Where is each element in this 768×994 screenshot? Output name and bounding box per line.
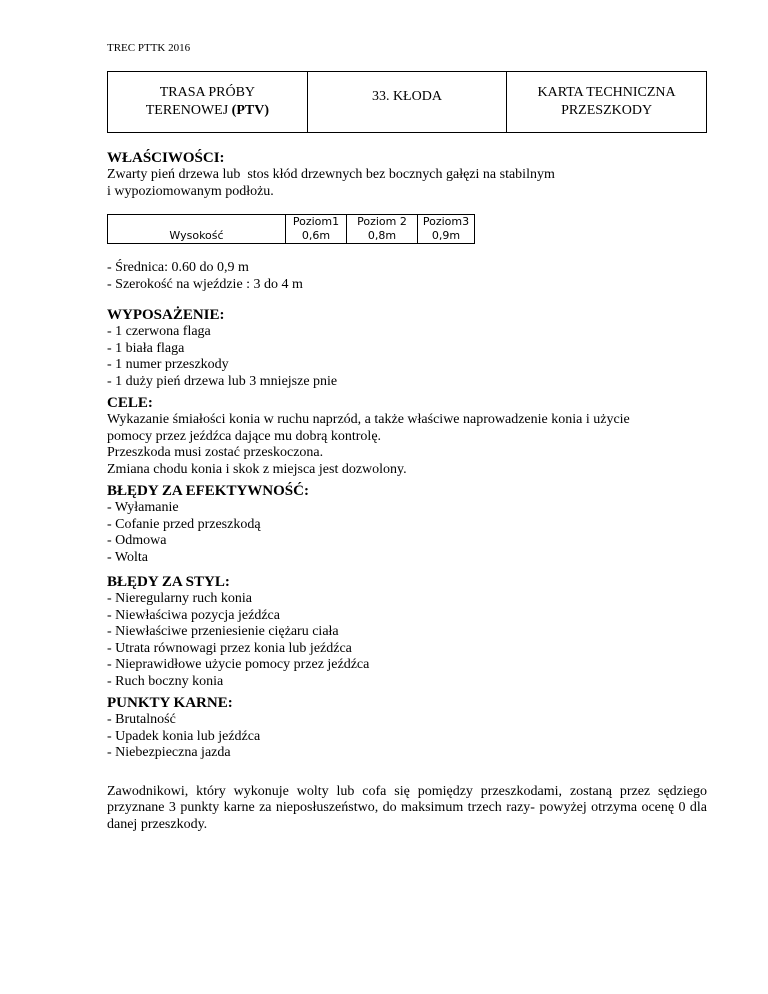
penalty-item: - Brutalność xyxy=(107,712,176,727)
trial-code: (PTV) xyxy=(231,103,269,118)
obstacle-header-table xyxy=(107,71,707,133)
style-fault-item: - Ruch boczny konia xyxy=(107,673,224,689)
section-heading-style-faults: BŁĘDY ZA STYL: xyxy=(107,574,230,590)
equipment-item: - 1 czerwona flaga xyxy=(107,324,211,339)
efficiency-fault-item: - Cofanie przed przeszkodą xyxy=(107,516,261,532)
style-fault-item: - Niewłaściwa pozycja jeźdźca xyxy=(107,607,280,623)
closing-paragraph: Zawodnikowi, który wykonuje wolty lub cofa się pomiędzy przeszkodami, zostaną przez sędziego przyznane 3 punkty karne za nieposłuszeństwo, do maksimum trzech razy- powyżej otrzyma ocenę 0 dla danej przeszkody. xyxy=(107,783,707,832)
section-heading-goals: CELE: xyxy=(107,395,153,411)
dimensions-list xyxy=(107,260,707,293)
level-header: Poziom3 xyxy=(418,215,475,230)
penalty-item: - Niebezpieczna jazda xyxy=(107,745,231,760)
goals-line: Zmiana chodu konia i skok z miejsca jest dozwolony. xyxy=(107,461,407,477)
header-note: TREC PTTK 2016 xyxy=(107,42,191,54)
properties-line: Zwarty pień drzewa lub stos kłód drzewnych bez bocznych gałęzi na stabilnym xyxy=(107,167,555,182)
trial-type-line2: TERENOWEJ (PTV) xyxy=(145,103,269,118)
section-style-faults xyxy=(107,574,707,690)
efficiency-fault-item: - Wyłamanie xyxy=(107,500,179,515)
level-value: 0,6m xyxy=(286,229,347,244)
trial-type-cell xyxy=(108,72,308,133)
dimension-item: - Szerokość na wjeździe : 3 do 4 m xyxy=(107,276,303,292)
style-fault-item: - Utrata równowagi przez konia lub jeźdźca xyxy=(107,640,352,656)
efficiency-fault-item: - Wolta xyxy=(107,549,148,565)
card-title-line2: PRZESZKODY xyxy=(561,103,653,118)
section-equipment xyxy=(107,307,707,390)
document-body xyxy=(107,150,707,833)
equipment-item: - 1 duży pień drzewa lub 3 mniejsze pnie xyxy=(107,373,338,389)
section-efficiency-faults xyxy=(107,483,707,566)
section-goals xyxy=(107,395,707,478)
obstacle-name: 33. KŁODA xyxy=(371,89,442,104)
style-fault-item: - Nieregularny ruch konia xyxy=(107,591,252,606)
equipment-item: - 1 biała flaga xyxy=(107,340,185,356)
style-fault-item: - Nieprawidłowe użycie pomocy przez jeźdźca xyxy=(107,657,370,672)
section-properties xyxy=(107,150,707,200)
efficiency-fault-item: - Odmowa xyxy=(107,533,167,548)
section-penalty-points xyxy=(107,695,707,762)
card-title-line1: KARTA TECHNICZNA xyxy=(537,85,676,100)
card-title-cell xyxy=(507,72,707,133)
level-header: Poziom 2 xyxy=(347,215,418,230)
section-heading-properties: WŁAŚCIWOŚCI: xyxy=(107,150,225,166)
style-fault-item: - Niewłaściwe przeniesienie ciężaru ciała xyxy=(107,624,339,639)
level-header: Poziom1 xyxy=(286,215,347,230)
level-value: 0,8m xyxy=(347,229,418,244)
trial-type-line1: TRASA PRÓBY xyxy=(159,85,256,100)
penalty-item: - Upadek konia lub jeźdźca xyxy=(107,728,261,744)
dimension-item: - Średnica: 0.60 do 0,9 m xyxy=(107,260,249,275)
goals-line: Wykazanie śmiałości konia w ruchu naprzód, a także właściwe naprowadzenie konia i użycie xyxy=(107,412,630,427)
section-heading-efficiency-faults: BŁĘDY ZA EFEKTYWNOŚĆ: xyxy=(107,483,309,499)
obstacle-name-cell xyxy=(307,72,506,133)
section-heading-equipment: WYPOSAŻENIE: xyxy=(107,307,225,323)
height-label: Wysokość xyxy=(108,215,286,244)
properties-line: i wypoziomowanym podłożu. xyxy=(107,183,274,199)
equipment-item: - 1 numer przeszkody xyxy=(107,357,229,372)
section-heading-penalty-points: PUNKTY KARNE: xyxy=(107,695,233,711)
height-levels-table xyxy=(107,214,475,244)
goals-line: pomocy przez jeźdźca dające mu dobrą kontrolę. xyxy=(107,428,382,444)
goals-line: Przeszkoda musi zostać przeskoczona. xyxy=(107,445,324,460)
level-value: 0,9m xyxy=(418,229,475,244)
